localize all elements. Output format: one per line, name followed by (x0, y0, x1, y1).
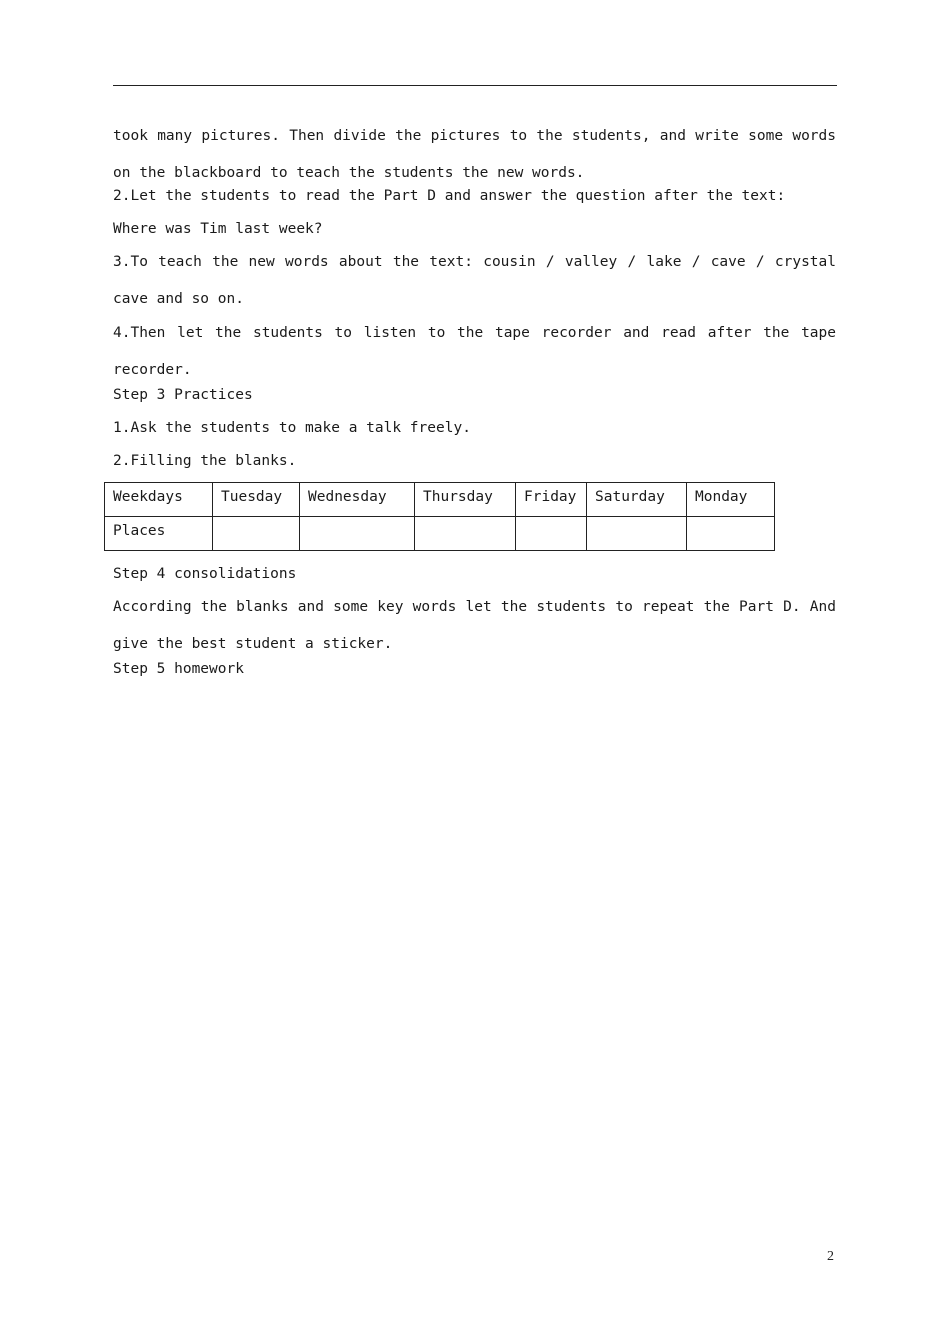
document-body (113, 126, 836, 679)
weekdays-table (104, 482, 775, 551)
table-cell-blank (687, 517, 775, 551)
paragraph-intro-continued: took many pictures. Then divide the pictures to the students, and write some words on the blackboard to teach the students the new words. (113, 128, 836, 181)
table-cell-thursday: Thursday (415, 483, 516, 517)
table-cell-blank (300, 517, 415, 551)
table-cell-tuesday: Tuesday (213, 483, 300, 517)
table-cell-monday: Monday (687, 483, 775, 517)
page-number: 2 (827, 1249, 834, 1264)
paragraph-question: Where was Tim last week? (113, 221, 323, 237)
paragraph-new-words: 3.To teach the new words about the text: cousin / valley / lake / cave / crystal cave and so on. (113, 254, 836, 307)
table-cell-blank (587, 517, 687, 551)
table-row (105, 517, 775, 551)
table-row (105, 483, 775, 517)
table-cell-saturday: Saturday (587, 483, 687, 517)
heading-step-5: Step 5 homework (113, 661, 244, 677)
paragraph-step-2-read: 2.Let the students to read the Part D and answer the question after the text: (113, 188, 786, 204)
paragraph-repeat-part-d: According the blanks and some key words let the students to repeat the Part D. And give the best student a sticker. (113, 599, 836, 652)
table-cell-blank (213, 517, 300, 551)
paragraph-talk-freely: 1.Ask the students to make a talk freely. (113, 420, 471, 436)
header-rule (113, 85, 837, 86)
table-cell-wednesday: Wednesday (300, 483, 415, 517)
table-cell-friday: Friday (516, 483, 587, 517)
paragraph-filling-blanks: 2.Filling the blanks. (113, 453, 297, 469)
table-cell-weekdays: Weekdays (105, 483, 213, 517)
table-cell-blank (415, 517, 516, 551)
heading-step-3: Step 3 Practices (113, 387, 253, 403)
heading-step-4: Step 4 consolidations (113, 566, 297, 582)
table-cell-places: Places (105, 517, 213, 551)
table-cell-blank (516, 517, 587, 551)
paragraph-listen: 4.Then let the students to listen to the tape recorder and read after the tape recorder. (113, 325, 836, 378)
